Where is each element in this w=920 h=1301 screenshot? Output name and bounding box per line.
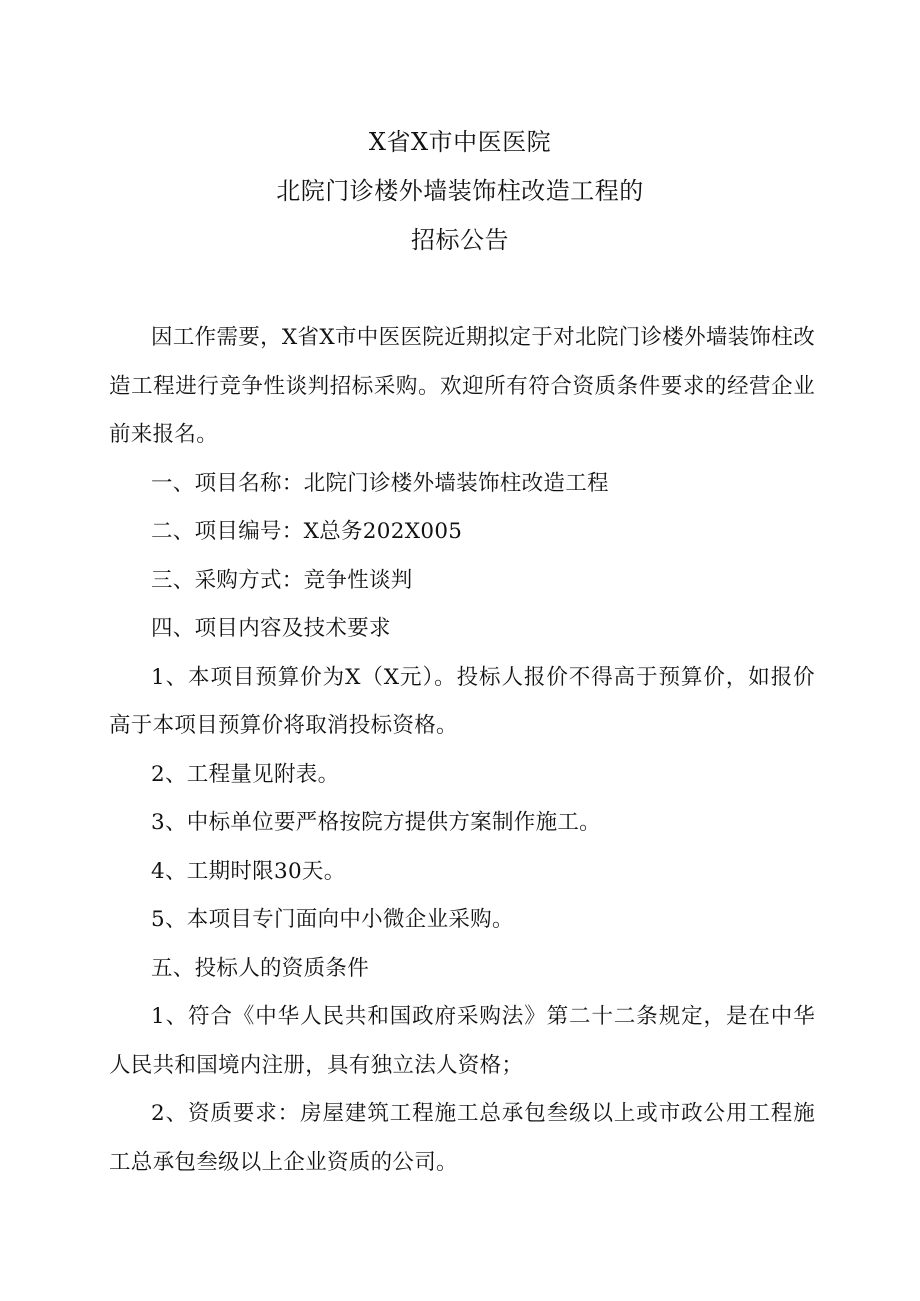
title-line-notice: 招标公告 (411, 226, 509, 254)
procurement-method-item: 三、采购方式：竞争性谈判 (151, 567, 413, 593)
title-line-organization: X省X市中医医院 (368, 128, 552, 156)
intro-paragraph: 因工作需要，X省X市中医医院近期拟定于对北院门诊楼外墙装饰柱改造工程进行竞争性谈判招标采购。欢迎所有符合资质条件要求的经营企业前来报名。 (109, 325, 815, 447)
requirement-budget: 1、本项目预算价为X（X元）。投标人报价不得高于预算价，如报价高于本项目预算价将取消投标资格。 (109, 664, 815, 738)
title-line-project: 北院门诊楼外墙装饰柱改造工程的 (276, 177, 644, 205)
section-heading-qualifications: 五、投标人的资质条件 (151, 955, 370, 981)
qualification-certification: 2、资质要求：房屋建筑工程施工总承包叁级以上或市政公用工程施工总承包叁级以上企业资质的公司。 (109, 1101, 815, 1175)
document-body (109, 314, 815, 1187)
requirement-construction: 3、中标单位要严格按院方提供方案制作施工。 (151, 810, 601, 835)
section-heading-content: 四、项目内容及技术要求 (151, 616, 391, 641)
qualification-legal: 1、符合《中华人民共和国政府采购法》第二十二条规定，是在中华人民共和国境内注册，具有独立法人资格； (109, 1004, 815, 1078)
requirement-quantities: 2、工程量见附表。 (151, 761, 340, 787)
project-number-item: 二、项目编号：X总务202X005 (151, 519, 463, 544)
document-title (0, 118, 920, 265)
requirement-sme: 5、本项目专门面向中小微企业采购。 (151, 907, 514, 932)
project-name-item: 一、项目名称：北院门诊楼外墙装饰柱改造工程 (151, 470, 609, 496)
requirement-duration: 4、工期时限30天。 (151, 858, 346, 884)
